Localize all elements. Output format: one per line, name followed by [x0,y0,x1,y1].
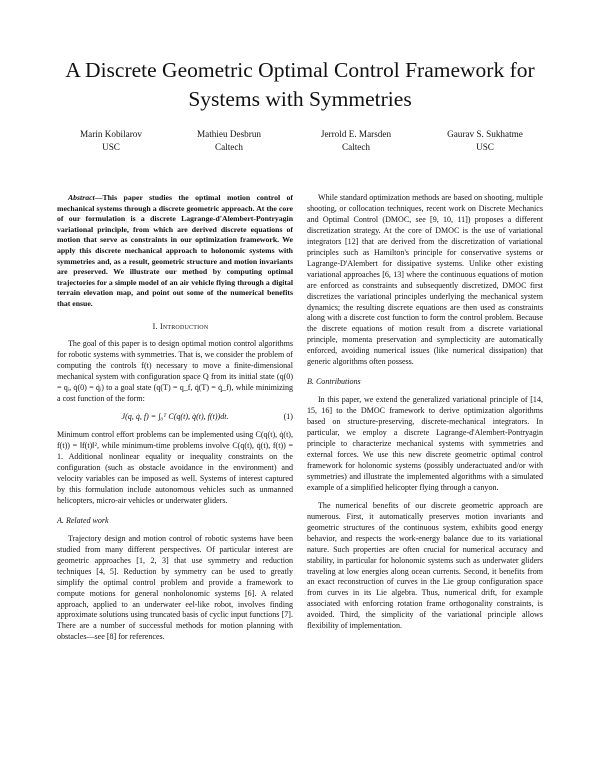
abstract-lead: Abstract [68,193,95,202]
subsection-heading-contributions: B. Contributions [307,377,361,387]
equation-text: J(q, q̇, f) = ∫₀ᵀ C(q(t), q̇(t), f(t))dt. [121,412,229,422]
related-work-paragraph: Trajectory design and motion control of robotic systems have been studied from many different perspectives. Of particular interest are geometric approaches [1, 2, 3] that use symmetry and reduction techniques [4, 5]. Reduction by symmetry can be used to greatly simplify the optimal control problem and provide a framework to compute motions for general nonholonomic systems [6]. A related approach, applied to an underwater eel-like robot, involves finding approximate solutions using truncated basis of cyclic input functions [7]. There are a number of successful methods for motion planning with obstacles—see [8] for references. [57,533,293,642]
author-affiliation: USC [102,141,120,152]
paper-title: A Discrete Geometric Optimal Control Framework for Systems with Symmetries [65,58,535,111]
right-column [307,193,543,632]
author-3 [296,128,416,153]
author-name: Gaurav S. Sukhatme [447,129,523,139]
author-list [56,128,544,156]
author-name: Marin Kobilarov [79,129,142,139]
contributions-paragraph-2: The numerical benefits of our discrete geometric approach are numerous. First, it automatically preserves motion invariants and geometric structures of the continuous system, exhibits good energy behavior, and respects the work-energy balance due to its variational nature. Such properties are often crucial for numerical accuracy and stability, in particular for holonomic systems such as underwater gliders traveling at low energies along ocean currents. Second, it benefits from an exact reconstruction of curves in the Lie group configuration space from curves in its Lie algebra. Thus, numerical drift, for example associated with enforcing rotation frame orthogonality constraints, is avoided. Third, the simplicity of the variational principle allows flexibility of implementation. [307,500,543,631]
author-name: Mathieu Desbrun [196,129,262,139]
equation-1 [57,412,293,423]
left-column [57,193,293,643]
dmoc-paragraph: While standard optimization methods are based on shooting, multiple shooting, or collocation techniques, recent work on Discrete Mechanics and Optimal Control (DMOC, see [9, 10, 11]) proposes a different discretization strategy. At the core of DMOC is the use of variational integrators [12] that are derived from the discretization of variational principles such as Hamilton's principle for conservative systems or Lagrange-D'Alembert for dissipative systems. Unlike other existing variational approaches [6, 13] where the continuous equations of motion are enforced as constraints and subsequently discretized, DMOC first discretizes the variational principles underlying the mechanical system dynamics; the resulting discrete equations are then used as constraints along with a discrete cost function to form the control problem. Because the discrete equations of motion result from a discrete variational principle, momenta preservation and symplecticity are automatically enforced, avoiding numerical issues (like numerical dissipation) that generic algorithms often possess. [307,193,543,367]
author-2 [174,128,284,153]
author-affiliation: Caltech [341,141,371,152]
section-heading-introduction: I. Introduction [152,321,209,331]
contributions-paragraph-1: In this paper, we extend the generalized variational principle of [14, 15, 16] to the DMOC framework to derive optimization algorithms based on structure-preserving, discrete-mechanical integrators. In particular, we employ a discrete Lagrange-d'Alembert-Pontryagin principle to characterize mechanical systems with symmetries and external forces. We use this new discrete geometric optimal control framework for holonomic systems (possibly underactuated and/or with symmetries) and illustrate the implemented algorithms with a simulated example of a simplified helicopter flying through a canyon. [307,395,543,492]
equation-number: (1) [283,412,293,422]
author-4 [426,128,544,153]
intro-paragraph-1: The goal of this paper is to design optimal motion control algorithms for robotic systems with symmetries. That is, we consider the problem of computing the controls f(t) necessary to move a finite-dimensional mechanical system with configuration space Q from its initial state (q(0) = qᵢ, q̇(0) = q̇ᵢ) to a goal state (q(T) = q_f, q̇(T) = q̇_f), while minimizing a cost function of the form: [57,339,293,404]
abstract-text: —This paper studies the optimal motion control of mechanical systems through a discrete geometric approach. At the core of our formulation is a discrete Lagrange-d'Alembert-Pontryagin variational principle, from which are derived discrete equations of motion that serve as constraints in our optimization framework. We apply this discrete mechanical approach to holonomic systems with symmetries and, as a result, geometric structure and motion invariants are preserved. We illustrate our method by computing optimal trajectories for a simple model of an air vehicle flying through a digital terrain elevation map, and point out some of the numerical benefits that ensue. [57,193,293,308]
abstract [57,193,293,310]
author-1 [56,128,166,153]
author-affiliation: Caltech [214,141,244,152]
intro-paragraph-2: Minimum control effort problems can be implemented using C(q(t), q̇(t), f(t)) = ‖f(t)‖², while minimum-time problems involve C(q(t), q̇(t), f(t)) = 1. Additional nonlinear equality or inequality constraints on the configuration (such as obstacle avoidance in the environment) and velocity variables can be imposed as well. Systems of interest captured by this formulation include autonomous vehicles such as unmanned helicopters, micro-air vehicles or underwater gliders. [57,430,293,505]
author-affiliation: USC [476,141,494,152]
author-name: Jerrold E. Marsden [320,129,392,139]
subsection-heading-related-work: A. Related work [57,515,109,525]
